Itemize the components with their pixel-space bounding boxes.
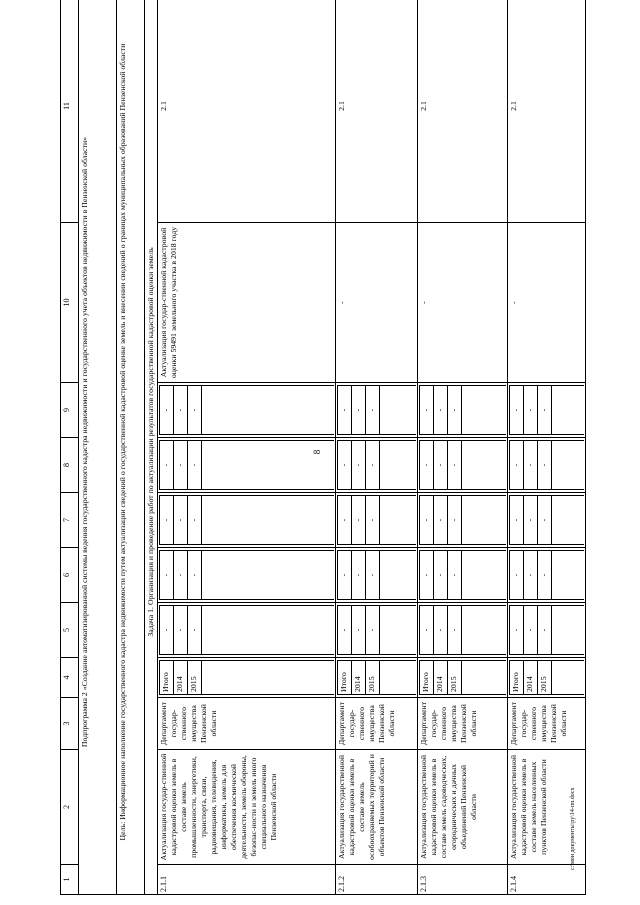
value-dash: - (510, 441, 524, 490)
indicator-text: - (418, 223, 508, 383)
period-label: Итого (510, 661, 524, 695)
period-label: Итого (420, 661, 434, 695)
period-label: 2014 (174, 661, 188, 695)
row-number: 2.1.1 (158, 865, 336, 895)
value-dash: - (366, 551, 380, 600)
periods-cell (158, 658, 336, 698)
value-dash: - (448, 606, 462, 655)
period-label: Итого (338, 661, 352, 695)
link-code: 2.1 (336, 0, 418, 223)
value-dash: - (160, 606, 174, 655)
value-dash: - (420, 441, 434, 490)
value-cell (418, 603, 508, 658)
value-cell (418, 438, 508, 493)
period-label: 2015 (188, 661, 202, 695)
table-row (336, 0, 418, 895)
value-dash: - (538, 441, 552, 490)
program-table (60, 0, 586, 895)
activity-name: Актуализация государ-ственной кадастровой оценки земель в составе земель промышленности, энергетики, транспорта, связи, радиовещания, телевидения, информатики, земель для обеспечения космической деятельности, земель обороны, безопас-ности и земель иного специального назначения Пензенской области (158, 750, 336, 865)
value-dash: - (538, 496, 552, 545)
value-cell (336, 493, 418, 548)
value-dash: - (338, 606, 352, 655)
column-number: 7 (61, 493, 79, 548)
value-cell (158, 493, 336, 548)
column-number: 3 (61, 698, 79, 750)
value-cell (336, 548, 418, 603)
value-dash: - (352, 551, 366, 600)
value-cell (508, 493, 586, 548)
activity-name: Актуализация государственной кадастровой оценки земель в составе земель особоохраняемых территорий и объектов Пензенской области (336, 750, 418, 865)
indicator-text: - (336, 223, 418, 383)
period-label: 2014 (524, 661, 538, 695)
page-number: 8 (312, 449, 322, 455)
value-dash: - (434, 551, 448, 600)
row-number: 2.1.3 (418, 865, 508, 895)
footer-file-path: c:\мои документы\ру\14-пп.docx (570, 787, 576, 870)
value-dash: - (366, 441, 380, 490)
value-cell (158, 603, 336, 658)
value-dash: - (420, 606, 434, 655)
value-dash: - (174, 606, 188, 655)
goal-row (117, 0, 145, 895)
value-dash: - (538, 606, 552, 655)
value-dash: - (188, 386, 202, 435)
value-dash: - (448, 496, 462, 545)
value-dash: - (188, 606, 202, 655)
value-dash: - (524, 496, 538, 545)
link-code: 2.1 (158, 0, 336, 223)
executor: Департамент государ-ственного имущества Пензенской области (336, 698, 418, 750)
value-dash: - (160, 441, 174, 490)
period-label: 2014 (434, 661, 448, 695)
subprogram-row (79, 0, 117, 895)
value-dash: - (160, 551, 174, 600)
value-dash: - (352, 496, 366, 545)
value-dash: - (510, 606, 524, 655)
value-dash: - (434, 441, 448, 490)
activity-name: Актуализация государственной кадастровой оценки земель в составе земель садоводческих, огороднических и дачных объединений Пензенской области (418, 750, 508, 865)
rotated-table-wrapper (60, 40, 585, 895)
value-dash: - (352, 606, 366, 655)
link-code: 2.1 (418, 0, 508, 223)
value-dash: - (366, 606, 380, 655)
table-row (508, 0, 586, 895)
column-number: 1 (61, 865, 79, 895)
value-dash: - (434, 496, 448, 545)
row-number: 2.1.4 (508, 865, 586, 895)
periods-cell (336, 658, 418, 698)
value-cell (158, 438, 336, 493)
activity-name: Актуализация государственной кадастровой оценки земель в составе земель населенных пунктов Пензенской области (508, 750, 586, 865)
period-label: 2015 (448, 661, 462, 695)
subprogram-title: Подпрограмма 2 «Создание автоматизированной системы ведения государственного кадастра недвижимости и государственного учета объектов недвижимости в Пензенской области» (79, 0, 117, 895)
value-dash: - (366, 386, 380, 435)
column-number: 6 (61, 548, 79, 603)
column-number: 9 (61, 383, 79, 438)
executor: Департамент государ-ственного имущества Пензенской области (158, 698, 336, 750)
period-label: 2014 (352, 661, 366, 695)
value-dash: - (538, 386, 552, 435)
periods-cell (418, 658, 508, 698)
executor: Департамент государ-ственного имущества Пензенской области (418, 698, 508, 750)
value-dash: - (420, 551, 434, 600)
value-cell (508, 548, 586, 603)
value-dash: - (352, 386, 366, 435)
value-dash: - (510, 496, 524, 545)
value-dash: - (174, 551, 188, 600)
periods-cell (508, 658, 586, 698)
value-dash: - (420, 496, 434, 545)
value-cell (418, 493, 508, 548)
value-dash: - (174, 386, 188, 435)
value-dash: - (338, 551, 352, 600)
value-cell (508, 383, 586, 438)
period-label: Итого (160, 661, 174, 695)
column-number: 5 (61, 603, 79, 658)
value-dash: - (524, 551, 538, 600)
value-dash: - (510, 386, 524, 435)
executor: Департамент государ-ственного имущества Пензенской области (508, 698, 586, 750)
link-code: 2.1 (508, 0, 586, 223)
value-dash: - (338, 386, 352, 435)
column-number: 2 (61, 750, 79, 865)
value-cell (158, 383, 336, 438)
value-dash: - (188, 441, 202, 490)
column-number: 10 (61, 223, 79, 383)
value-dash: - (174, 496, 188, 545)
value-dash: - (524, 386, 538, 435)
value-cell (418, 548, 508, 603)
value-dash: - (448, 441, 462, 490)
value-dash: - (366, 496, 380, 545)
value-dash: - (352, 441, 366, 490)
table-row (158, 0, 336, 895)
value-dash: - (338, 441, 352, 490)
value-dash: - (188, 496, 202, 545)
goal-text: Цель: Информационное наполнение государственного кадастра недвижимости путем актуализации сведений о государственной кадастровой оценке земель и внесении сведений о границах муниципальных образований Пензенской области (117, 0, 145, 895)
period-spacer (202, 661, 335, 695)
indicator-text: - (508, 223, 586, 383)
value-dash: - (420, 386, 434, 435)
value-cell (158, 548, 336, 603)
value-dash: - (188, 551, 202, 600)
value-dash: - (434, 386, 448, 435)
task-row (145, 0, 158, 895)
column-number: 11 (61, 0, 79, 223)
value-cell (508, 603, 586, 658)
period-label: 2015 (366, 661, 380, 695)
value-cell (418, 383, 508, 438)
column-number: 8 (61, 438, 79, 493)
value-cell (336, 438, 418, 493)
value-dash: - (524, 441, 538, 490)
value-dash: - (448, 551, 462, 600)
table-row (418, 0, 508, 895)
value-dash: - (160, 386, 174, 435)
value-dash: - (524, 606, 538, 655)
column-number-row (61, 0, 79, 895)
value-dash: - (538, 551, 552, 600)
value-dash: - (174, 441, 188, 490)
task-text: Задача 1. Организация и проведение работ по актуализации результатов государственной кадастровой оценки земель (145, 0, 158, 895)
value-dash: - (510, 551, 524, 600)
indicator-text: Актуализация государ-ственной кадастровой оценки 59491 земельного участка в 2018 году (158, 223, 336, 383)
value-dash: - (434, 606, 448, 655)
row-number: 2.1.2 (336, 865, 418, 895)
document-sheet (60, 40, 585, 895)
value-dash: - (160, 496, 174, 545)
column-number: 4 (61, 658, 79, 698)
value-dash: - (448, 386, 462, 435)
value-cell (336, 603, 418, 658)
period-label: 2015 (538, 661, 552, 695)
value-dash: - (338, 496, 352, 545)
value-cell (336, 383, 418, 438)
value-cell (508, 438, 586, 493)
